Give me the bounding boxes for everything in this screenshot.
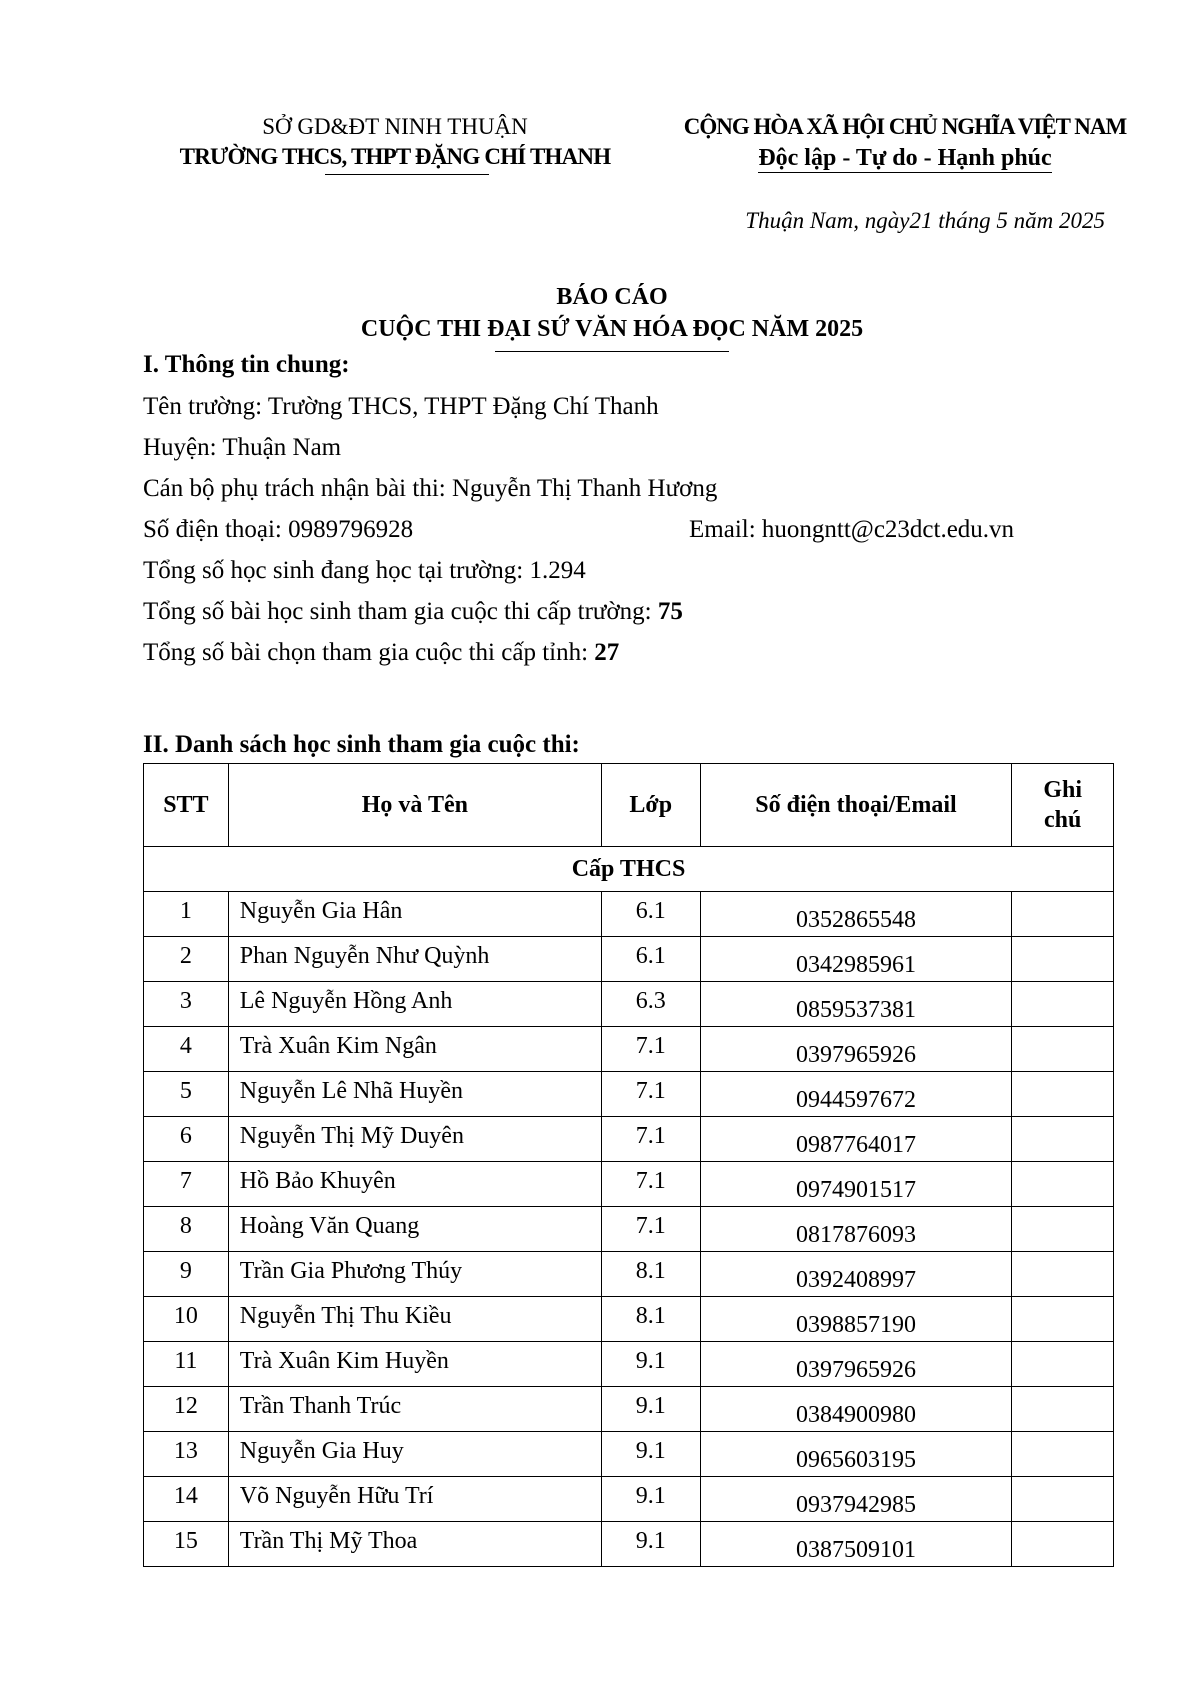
- row-phone-text: 0817876093: [795, 1221, 916, 1248]
- row-class: [601, 1162, 700, 1207]
- row-phone-text: 0974901517: [795, 1176, 916, 1203]
- row-stt-text: 9: [179, 1257, 192, 1284]
- row-name-text: Trần Thị Mỹ Thoa: [239, 1527, 418, 1554]
- row-stt-text: 14: [173, 1482, 198, 1509]
- row-name: [228, 982, 601, 1027]
- row-class: [601, 1432, 700, 1477]
- row-note: [1012, 892, 1114, 937]
- row-name: [228, 1117, 601, 1162]
- row-note: [1012, 1162, 1114, 1207]
- row-class: [601, 937, 700, 982]
- row-class-text: 9.1: [635, 1482, 666, 1509]
- table-row: [144, 1252, 1114, 1297]
- row-name: [228, 937, 601, 982]
- row-class-text: 6.1: [635, 897, 666, 924]
- row-class-text: 9.1: [635, 1392, 666, 1419]
- row-phone: [700, 1072, 1012, 1117]
- row-phone-text: 0384900980: [795, 1401, 916, 1428]
- students-total: Tổng số học sinh đang học tại trường: 1.294: [143, 557, 586, 584]
- row-class: [601, 1027, 700, 1072]
- row-name: [228, 1162, 601, 1207]
- row-phone-text: 0397965926: [795, 1356, 916, 1383]
- table-row: [144, 1162, 1114, 1207]
- row-stt: [144, 1432, 229, 1477]
- row-name-text: Võ Nguyễn Hữu Trí: [239, 1482, 434, 1509]
- row-class-text: 6.3: [635, 987, 666, 1014]
- row-stt: [144, 937, 229, 982]
- row-phone: [700, 892, 1012, 937]
- row-stt: [144, 1027, 229, 1072]
- school-name: Tên trường: Trường THCS, THPT Đặng Chí Thanh: [143, 393, 659, 420]
- table-row: [144, 982, 1114, 1027]
- table-row: [144, 1387, 1114, 1432]
- report-title: BÁO CÁO: [556, 284, 668, 310]
- row-stt: [144, 1387, 229, 1432]
- row-class-text: 7.1: [635, 1167, 666, 1194]
- row-stt-text: 8: [179, 1212, 192, 1239]
- group-row: [144, 847, 1114, 892]
- row-class: [601, 1477, 700, 1522]
- row-stt-text: 2: [179, 942, 192, 969]
- issuer-underline: [325, 174, 489, 175]
- row-phone-text: 0859537381: [795, 996, 916, 1023]
- row-stt-text: 6: [179, 1122, 192, 1149]
- row-stt: [144, 1162, 229, 1207]
- row-phone: [700, 1162, 1012, 1207]
- row-phone: [700, 1252, 1012, 1297]
- row-stt-text: 10: [173, 1302, 198, 1329]
- officer-email: Email: huongntt@c23dct.edu.vn: [689, 516, 1015, 543]
- participant-table: [143, 763, 1114, 1567]
- row-stt-text: 11: [174, 1347, 198, 1374]
- row-name-text: Trần Gia Phương Thúy: [239, 1257, 463, 1284]
- col-contact: Số điện thoại/Email: [700, 764, 1012, 847]
- col-name: Họ và Tên: [228, 764, 601, 847]
- list-heading: II. Danh sách học sinh tham gia cuộc thi:: [143, 731, 580, 758]
- row-phone-text: 0398857190: [795, 1311, 916, 1338]
- row-name-text: Trà Xuân Kim Ngân: [239, 1032, 437, 1059]
- row-class: [601, 982, 700, 1027]
- table-row: [144, 892, 1114, 937]
- row-class: [601, 1117, 700, 1162]
- row-phone-text: 0965603195: [795, 1446, 916, 1473]
- row-class: [601, 1207, 700, 1252]
- table-row: [144, 1477, 1114, 1522]
- row-phone-text: 0387509101: [795, 1536, 916, 1563]
- table-row: [144, 1117, 1114, 1162]
- row-name: [228, 1432, 601, 1477]
- province-level-label: Tổng số bài chọn tham gia cuộc thi cấp tỉnh:: [143, 639, 595, 666]
- row-stt: [144, 1117, 229, 1162]
- officer: Cán bộ phụ trách nhận bài thi: Nguyễn Thị Thanh Hương: [143, 475, 718, 502]
- row-stt: [144, 1477, 229, 1522]
- row-class: [601, 1387, 700, 1432]
- row-name: [228, 892, 601, 937]
- row-stt: [144, 982, 229, 1027]
- row-name-text: Hoàng Văn Quang: [239, 1212, 420, 1239]
- row-stt: [144, 892, 229, 937]
- row-class: [601, 1072, 700, 1117]
- officer-phone: Số điện thoại: 0989796928: [143, 516, 414, 543]
- row-class-text: 8.1: [635, 1257, 666, 1284]
- row-note: [1012, 1477, 1114, 1522]
- row-phone: [700, 1432, 1012, 1477]
- table-row: [144, 1297, 1114, 1342]
- school-level-value: 75: [657, 598, 683, 625]
- table-row: [144, 1342, 1114, 1387]
- row-stt-text: 12: [173, 1392, 198, 1419]
- row-phone-text: 0352865548: [795, 906, 916, 933]
- row-name-text: Trà Xuân Kim Huyền: [239, 1347, 449, 1374]
- row-phone: [700, 1387, 1012, 1432]
- table-row: [144, 1432, 1114, 1477]
- row-name: [228, 1342, 601, 1387]
- row-note: [1012, 1432, 1114, 1477]
- province-level-count: [143, 638, 1143, 668]
- row-stt-text: 4: [179, 1032, 192, 1059]
- row-stt-text: 5: [179, 1077, 192, 1104]
- school-name-header: TRƯỜNG THCS, THPT ĐẶNG CHÍ THANH: [179, 144, 611, 169]
- row-note: [1012, 1522, 1114, 1567]
- row-name-text: Phan Nguyễn Như Quỳnh: [239, 942, 490, 969]
- row-phone: [700, 1477, 1012, 1522]
- row-stt: [144, 1207, 229, 1252]
- row-note: [1012, 1342, 1114, 1387]
- row-name-text: Nguyễn Thị Thu Kiều: [239, 1302, 452, 1329]
- district: Huyện: Thuận Nam: [143, 434, 342, 461]
- row-note: [1012, 937, 1114, 982]
- row-stt: [144, 1252, 229, 1297]
- row-note: [1012, 982, 1114, 1027]
- department-name: SỞ GD&ĐT NINH THUẬN: [262, 114, 528, 139]
- row-stt-text: 3: [179, 987, 192, 1014]
- row-class: [601, 1342, 700, 1387]
- row-name: [228, 1522, 601, 1567]
- row-name: [228, 1387, 601, 1432]
- contact-line: [143, 515, 1143, 545]
- report-subtitle: CUỘC THI ĐẠI SỨ VĂN HÓA ĐỌC NĂM 2025: [360, 316, 864, 342]
- motto: Độc lập - Tự do - Hạnh phúc: [758, 145, 1052, 171]
- row-stt: [144, 1072, 229, 1117]
- country-name: CỘNG HÒA XÃ HỘI CHỦ NGHĨA VIỆT NAM: [683, 114, 1127, 139]
- row-note: [1012, 1072, 1114, 1117]
- row-stt-text: 1: [179, 897, 192, 924]
- row-class-text: 8.1: [635, 1302, 666, 1329]
- row-phone: [700, 1297, 1012, 1342]
- row-phone: [700, 937, 1012, 982]
- row-class-text: 7.1: [635, 1077, 666, 1104]
- school-level-label: Tổng số bài học sinh tham gia cuộc thi cấp trường:: [143, 598, 658, 625]
- row-name: [228, 1252, 601, 1297]
- row-class-text: 9.1: [635, 1527, 666, 1554]
- row-note: [1012, 1207, 1114, 1252]
- row-name-text: Nguyễn Thị Mỹ Duyên: [239, 1122, 464, 1149]
- row-name-text: Hồ Bảo Khuyên: [239, 1167, 396, 1194]
- row-class-text: 9.1: [635, 1347, 666, 1374]
- row-note: [1012, 1117, 1114, 1162]
- row-class-text: 9.1: [635, 1437, 666, 1464]
- row-phone: [700, 1027, 1012, 1072]
- date-line: Thuận Nam, ngày21 tháng 5 năm 2025: [745, 208, 1105, 233]
- row-class-text: 6.1: [635, 942, 666, 969]
- row-name-text: Nguyễn Lê Nhã Huyền: [239, 1077, 464, 1104]
- row-class-text: 7.1: [635, 1032, 666, 1059]
- col-stt: STT: [144, 764, 229, 847]
- row-class: [601, 1522, 700, 1567]
- row-phone: [700, 1117, 1012, 1162]
- school-level-count: [143, 597, 1143, 627]
- issuer-block: [140, 112, 650, 175]
- row-stt: [144, 1522, 229, 1567]
- row-name-text: Nguyễn Gia Hân: [239, 897, 403, 924]
- col-note: [1012, 764, 1114, 847]
- group-label: Cấp THCS: [144, 847, 1114, 892]
- row-phone: [700, 1342, 1012, 1387]
- province-level-value: 27: [594, 639, 620, 666]
- row-phone-text: 0397965926: [795, 1041, 916, 1068]
- col-class: Lớp: [601, 764, 700, 847]
- row-stt-text: 15: [173, 1527, 198, 1554]
- row-note: [1012, 1027, 1114, 1072]
- row-phone-text: 0937942985: [795, 1491, 916, 1518]
- row-name: [228, 1207, 601, 1252]
- row-phone-text: 0392408997: [795, 1266, 916, 1293]
- row-class: [601, 1297, 700, 1342]
- row-phone: [700, 1522, 1012, 1567]
- table-row: [144, 1207, 1114, 1252]
- row-note: [1012, 1387, 1114, 1432]
- col-note-line1: Ghi: [1043, 777, 1083, 803]
- row-phone-text: 0944597672: [795, 1086, 916, 1113]
- row-phone: [700, 982, 1012, 1027]
- row-name-text: Lê Nguyễn Hồng Anh: [239, 987, 453, 1014]
- row-name: [228, 1072, 601, 1117]
- row-name: [228, 1027, 601, 1072]
- row-class: [601, 1252, 700, 1297]
- row-phone-text: 0987764017: [795, 1131, 916, 1158]
- general-info-heading: I. Thông tin chung:: [143, 351, 350, 378]
- row-class: [601, 892, 700, 937]
- row-class-text: 7.1: [635, 1212, 666, 1239]
- table-row: [144, 1072, 1114, 1117]
- row-stt-text: 7: [179, 1167, 192, 1194]
- row-name: [228, 1477, 601, 1522]
- row-class-text: 7.1: [635, 1122, 666, 1149]
- row-name-text: Nguyễn Gia Huy: [239, 1437, 404, 1464]
- table-row: [144, 1027, 1114, 1072]
- row-name-text: Trần Thanh Trúc: [239, 1392, 402, 1419]
- col-note-line2: chú: [1044, 807, 1082, 833]
- table-row: [144, 937, 1114, 982]
- row-stt: [144, 1342, 229, 1387]
- row-phone: [700, 1207, 1012, 1252]
- row-note: [1012, 1252, 1114, 1297]
- row-stt: [144, 1297, 229, 1342]
- table-header-row: [144, 764, 1114, 847]
- national-motto-block: [650, 112, 1160, 174]
- row-name: [228, 1297, 601, 1342]
- row-stt-text: 13: [173, 1437, 198, 1464]
- table-row: [144, 1522, 1114, 1567]
- row-phone-text: 0342985961: [795, 951, 916, 978]
- row-note: [1012, 1297, 1114, 1342]
